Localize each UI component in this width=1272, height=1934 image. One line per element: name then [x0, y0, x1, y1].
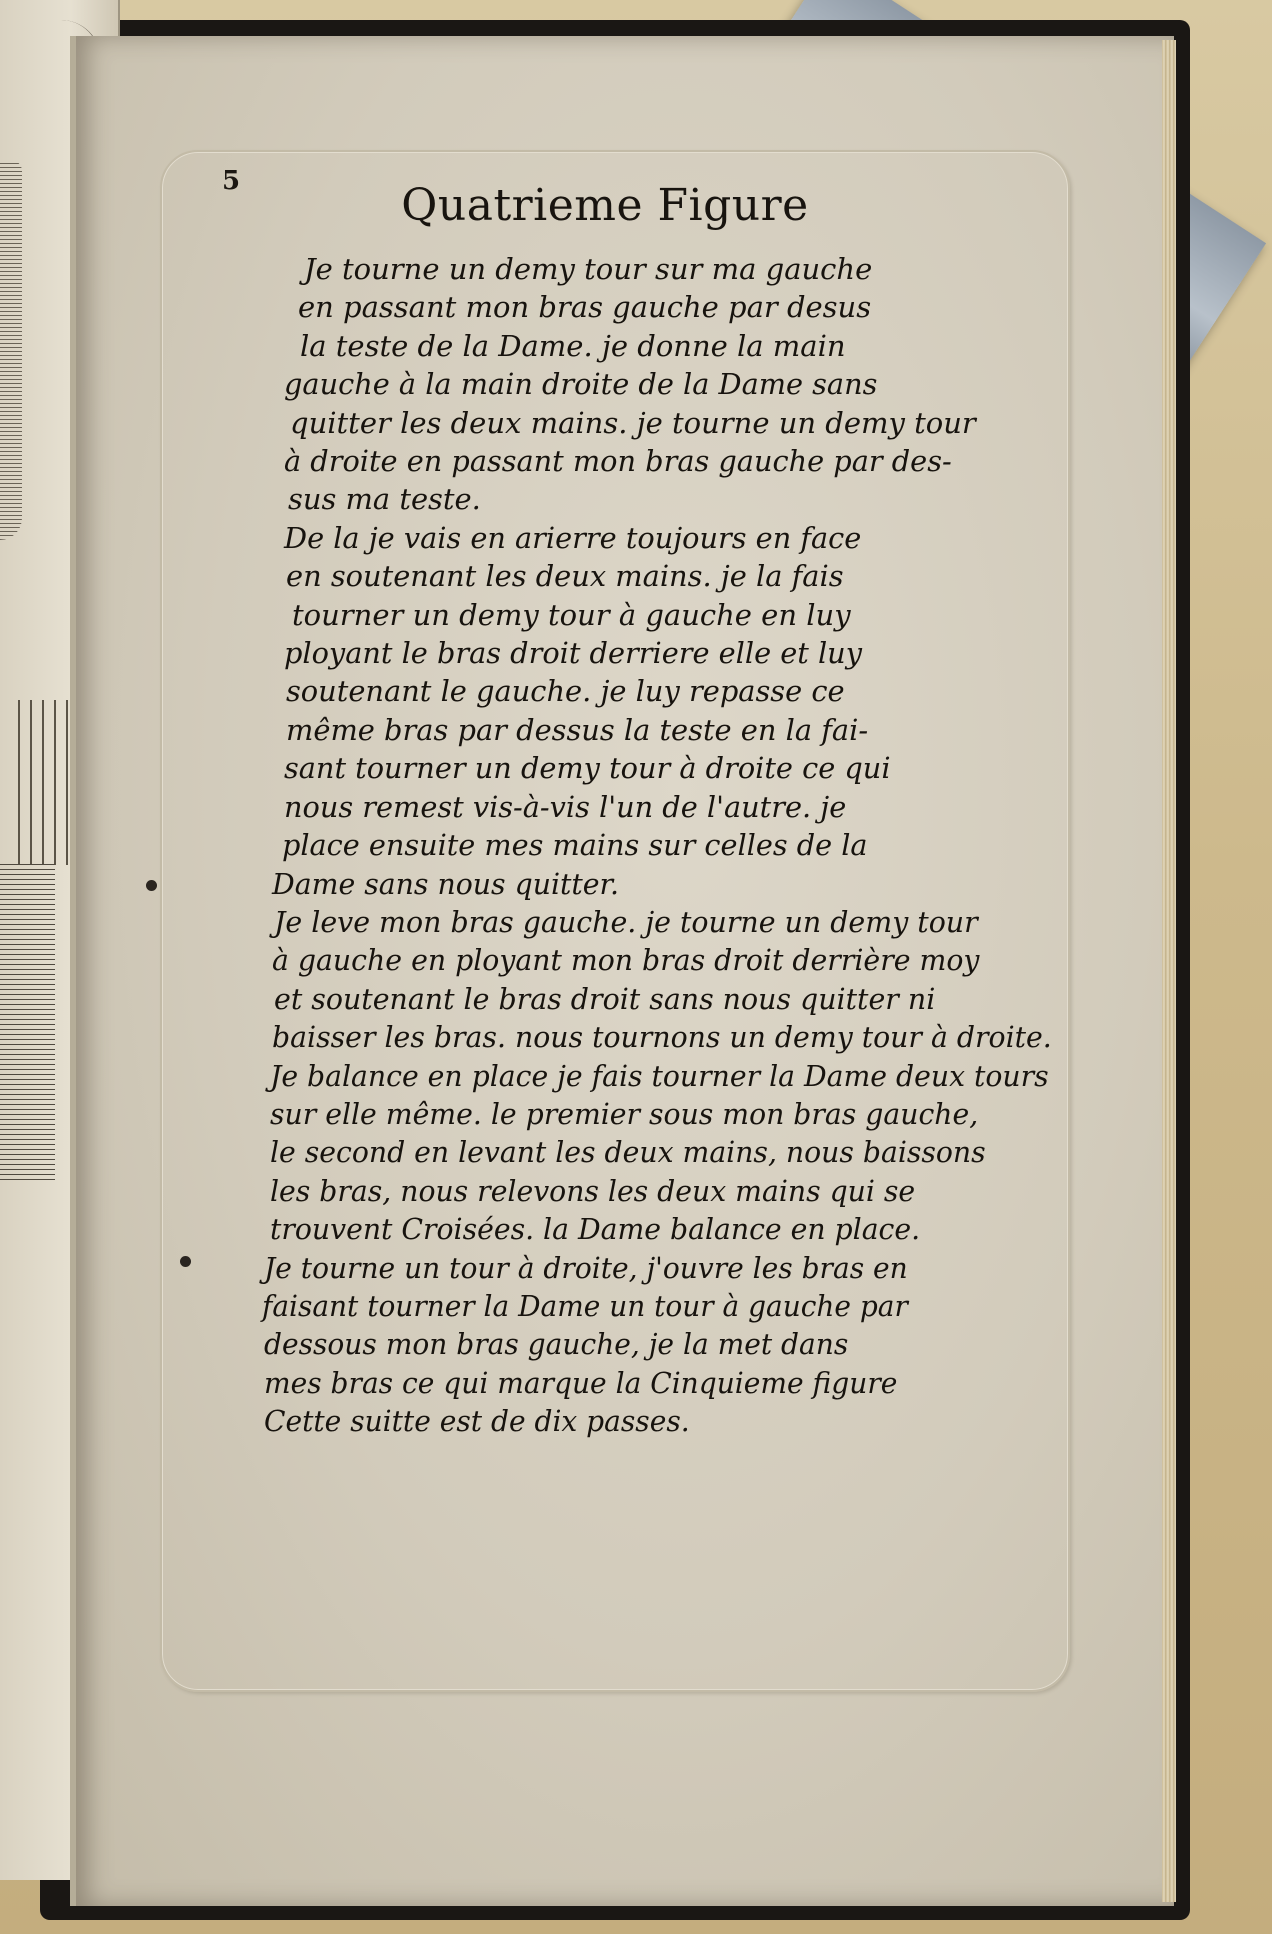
text-line: en passant mon bras gauche par desus [298, 290, 872, 325]
facing-page-balusters [18, 700, 74, 865]
text-line: baisser les bras. nous tournons un demy tour à droite. [272, 1020, 1052, 1055]
text-line: nous remest vis-à-vis l'un de l'autre. je [284, 789, 847, 824]
text-line: trouvent Croisées. la Dame balance en place. [270, 1212, 921, 1247]
text-line: Je leve mon bras gauche. je tourne un demy tour [274, 904, 978, 939]
text-line: Cette suitte est de dix passes. [264, 1404, 690, 1439]
text-line: mes bras ce qui marque la Cinquieme figure [264, 1365, 898, 1400]
text-line: quitter les deux mains. je tourne un demy tour [290, 405, 976, 440]
text-line: Je tourne un tour à droite, j'ouvre les bras en [264, 1250, 908, 1285]
text-line: ployant le bras droit derriere elle et luy [284, 636, 862, 671]
text-line: à droite en passant mon bras gauche par des- [284, 444, 952, 479]
page-edges [1162, 40, 1176, 1902]
facing-page-stairs [0, 860, 55, 1180]
text-line: le second en levant les deux mains, nous baissons [270, 1135, 986, 1170]
page-title: Quatrieme Figure [401, 180, 809, 231]
text-line: soutenant le gauche. je luy repasse ce [286, 674, 845, 709]
text-line: Je balance en place je fais tourner la Dame deux tours [270, 1058, 1049, 1093]
text-line: en soutenant les deux mains. je la fais [286, 559, 844, 594]
text-line: sant tourner un demy tour à droite ce qui [284, 751, 891, 786]
binding-hole-upper [146, 880, 157, 891]
page-number: 5 [222, 166, 241, 196]
text-line: Dame sans nous quitter. [272, 866, 620, 901]
text-line: gauche à la main droite de la Dame sans [284, 367, 878, 402]
facing-page-engraving [0, 160, 22, 540]
text-line: et soutenant le bras droit sans nous quitter ni [274, 981, 936, 1016]
text-line: faisant tourner la Dame un tour à gauche par [262, 1288, 908, 1323]
text-line: place ensuite mes mains sur celles de la [282, 828, 868, 863]
text-line: dessous mon bras gauche, je la met dans [264, 1327, 849, 1362]
text-line: Je tourne un demy tour sur ma gauche [304, 252, 873, 286]
binding-hole-lower [180, 1256, 191, 1267]
text-line: sur elle même. le premier sous mon bras gauche, [270, 1096, 979, 1131]
text-line: à gauche en ployant mon bras droit derrière moy [272, 943, 980, 978]
text-line: les bras, nous relevons les deux mains qui se [270, 1173, 916, 1208]
text-line: même bras par dessus la teste en la fai- [286, 712, 869, 747]
text-line: De la je vais en arierre toujours en face [284, 520, 862, 555]
text-line: tourner un demy tour à gauche en luy [292, 597, 851, 632]
text-line: sus ma teste. [288, 482, 481, 517]
body-text [262, 250, 1070, 1441]
text-line: la teste de la Dame. je donne la main [300, 328, 846, 363]
